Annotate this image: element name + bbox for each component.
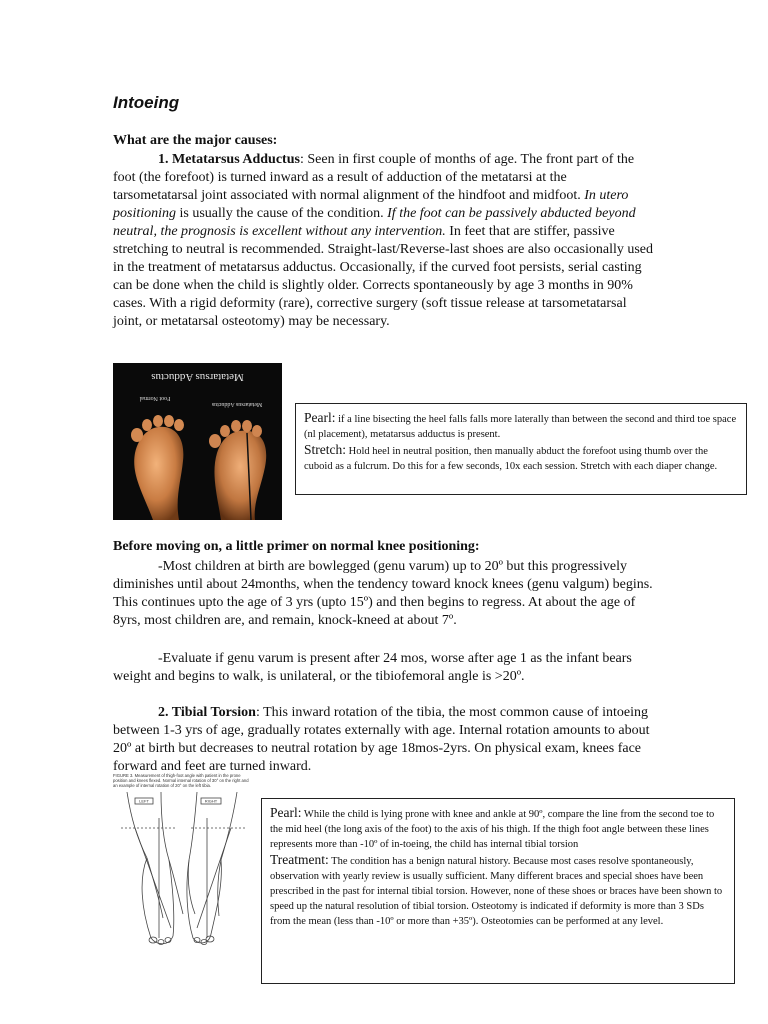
knee-text-1: -Most children at birth are bowlegged (genu varum) up to 20º but this progressively diminishes until about 24months, when the tendency toward knock knees (genu valgum) begins. This continues upto the age of 3 yrs (upto 15º) and then begins to regress. At about the age of 8yrs, most children are, and remain, knock-kneed at about 7º. (113, 559, 653, 628)
pearl-1-text: if a line bisecting the heel falls falls more laterally than between the second and third toe space (nl placement), metatarsus adductus is present. (304, 414, 737, 440)
treatment-tag: Treatment: (270, 852, 329, 867)
metatarsus-label: 1. Metatarsus Adductus (158, 152, 300, 167)
page-title: Intoeing (113, 93, 180, 112)
legs-illustration (113, 788, 253, 948)
pearl-2-tag: Pearl: (270, 805, 302, 820)
stretch-tag: Stretch: (304, 442, 346, 457)
pearl-1 (304, 410, 738, 442)
pearl-1-tag: Pearl: (304, 410, 336, 425)
metatarsus-text-1: : Seen in first couple of months of age. The front part of the foot (the forefoot) is turned inward as a result of adduction of the metatarsi at the tarsometatarsal joint associated with normal alignment of the hindfoot and midfoot. (113, 152, 635, 203)
pearl-2 (270, 805, 726, 852)
figure-left-label: LEFT (139, 798, 149, 804)
figure-caption: FIGURE 3. Measurement of thigh-foot angle with patient in the prone position and knees flexed. Normal internal rotation of 30° on the right and an example of internal rotation of 20° on the left tibia. (113, 773, 249, 788)
metatarsus-italic-1: In utero positioning (113, 188, 629, 221)
metatarsus-italic-2: If the foot can be passively abducted beyond neutral, the prognosis is excellent without any intervention. (113, 206, 636, 239)
pearl-treatment-callout (261, 798, 735, 984)
figure-right-label: RIGHT (204, 798, 218, 804)
tibial-text: : This inward rotation of the tibia, the most common cause of intoeing between 1-3 yrs of age, gradually rotates externally with age. Internal rotation amounts to about 20º at birth but decreases to neutral rotation by age 18mos-2yrs. On physical exam, knees face forward and feet are turned inward. (113, 705, 650, 774)
metatarsus-text-2: is usually the cause of the condition. (176, 206, 388, 221)
knee-heading: Before moving on, a little primer on normal knee positioning: (113, 539, 480, 554)
pearl-2-text: While the child is lying prone with knee and ankle at 90º, compare the line from the second toe to the mid heel (the long axis of the foot) to the axis of his thigh. If the thigh foot angle between these lines represents more than -10º of in-toeing, the child has internal tibial torsion (270, 809, 715, 850)
knee-paragraph-2 (113, 650, 653, 686)
tibial-paragraph (113, 704, 653, 776)
causes-heading: What are the major causes: (113, 133, 278, 148)
metatarsus-feet-photo (113, 363, 282, 520)
metatarsus-text-3: In feet that are stiffer, passive stretching to neutral is recommended. Straight-last/Reverse-last shoes are also occasionally used in the treatment of metatarsus adductus. Occasionally, if the curved foot persists, serial casting can be done when the child is slightly older. Corrects spontaneously by age 3 months in 90% cases. With a rigid deformity (rare), corrective surgery (soft tissue release at tarsometatarsal joint, or metatarsal osteotomy) may be necessary. (113, 224, 654, 329)
treatment-text: The condition has a benign natural history. Because most cases resolve spontaneously, observation with yearly review is usually sufficient. Many different braces and special shoes have been prescribed in the past for internal tibial torsion. However, none of these shoes or braces have been shown to speed up the natural resolution of tibial torsion. Osteotomy is indicated if deformity is more than 3 SDs from the mean (less than -10º or more than +35º). Osteotomies can be performed at any level. (270, 856, 723, 927)
treatment-note (270, 852, 726, 929)
stretch-text: Hold heel in neutral position, then manually abduct the forefoot using thumb over the cuboid as a fulcrum. Do this for a few seconds, 10x each session. Stretch with each diaper change. (304, 446, 718, 472)
stretch-note (304, 442, 738, 474)
thigh-foot-angle-figure (113, 773, 253, 958)
knee-paragraph-1 (113, 558, 653, 630)
tibial-label: 2. Tibial Torsion (158, 705, 256, 720)
photo-right-caption: Metatarsus Adductus (211, 401, 263, 407)
metatarsus-paragraph (113, 151, 653, 331)
knee-text-2: -Evaluate if genu varum is present after 24 mos, worse after age 1 as the infant bears weight and begins to walk, is unilateral, or the tibiofemoral angle is >20º. (113, 651, 632, 684)
photo-left-caption: Foot Normal (139, 395, 171, 401)
photo-title: Metatarsus Adductus (151, 371, 244, 383)
feet-photo-illustration (113, 363, 282, 520)
pearl-stretch-callout (295, 403, 747, 495)
